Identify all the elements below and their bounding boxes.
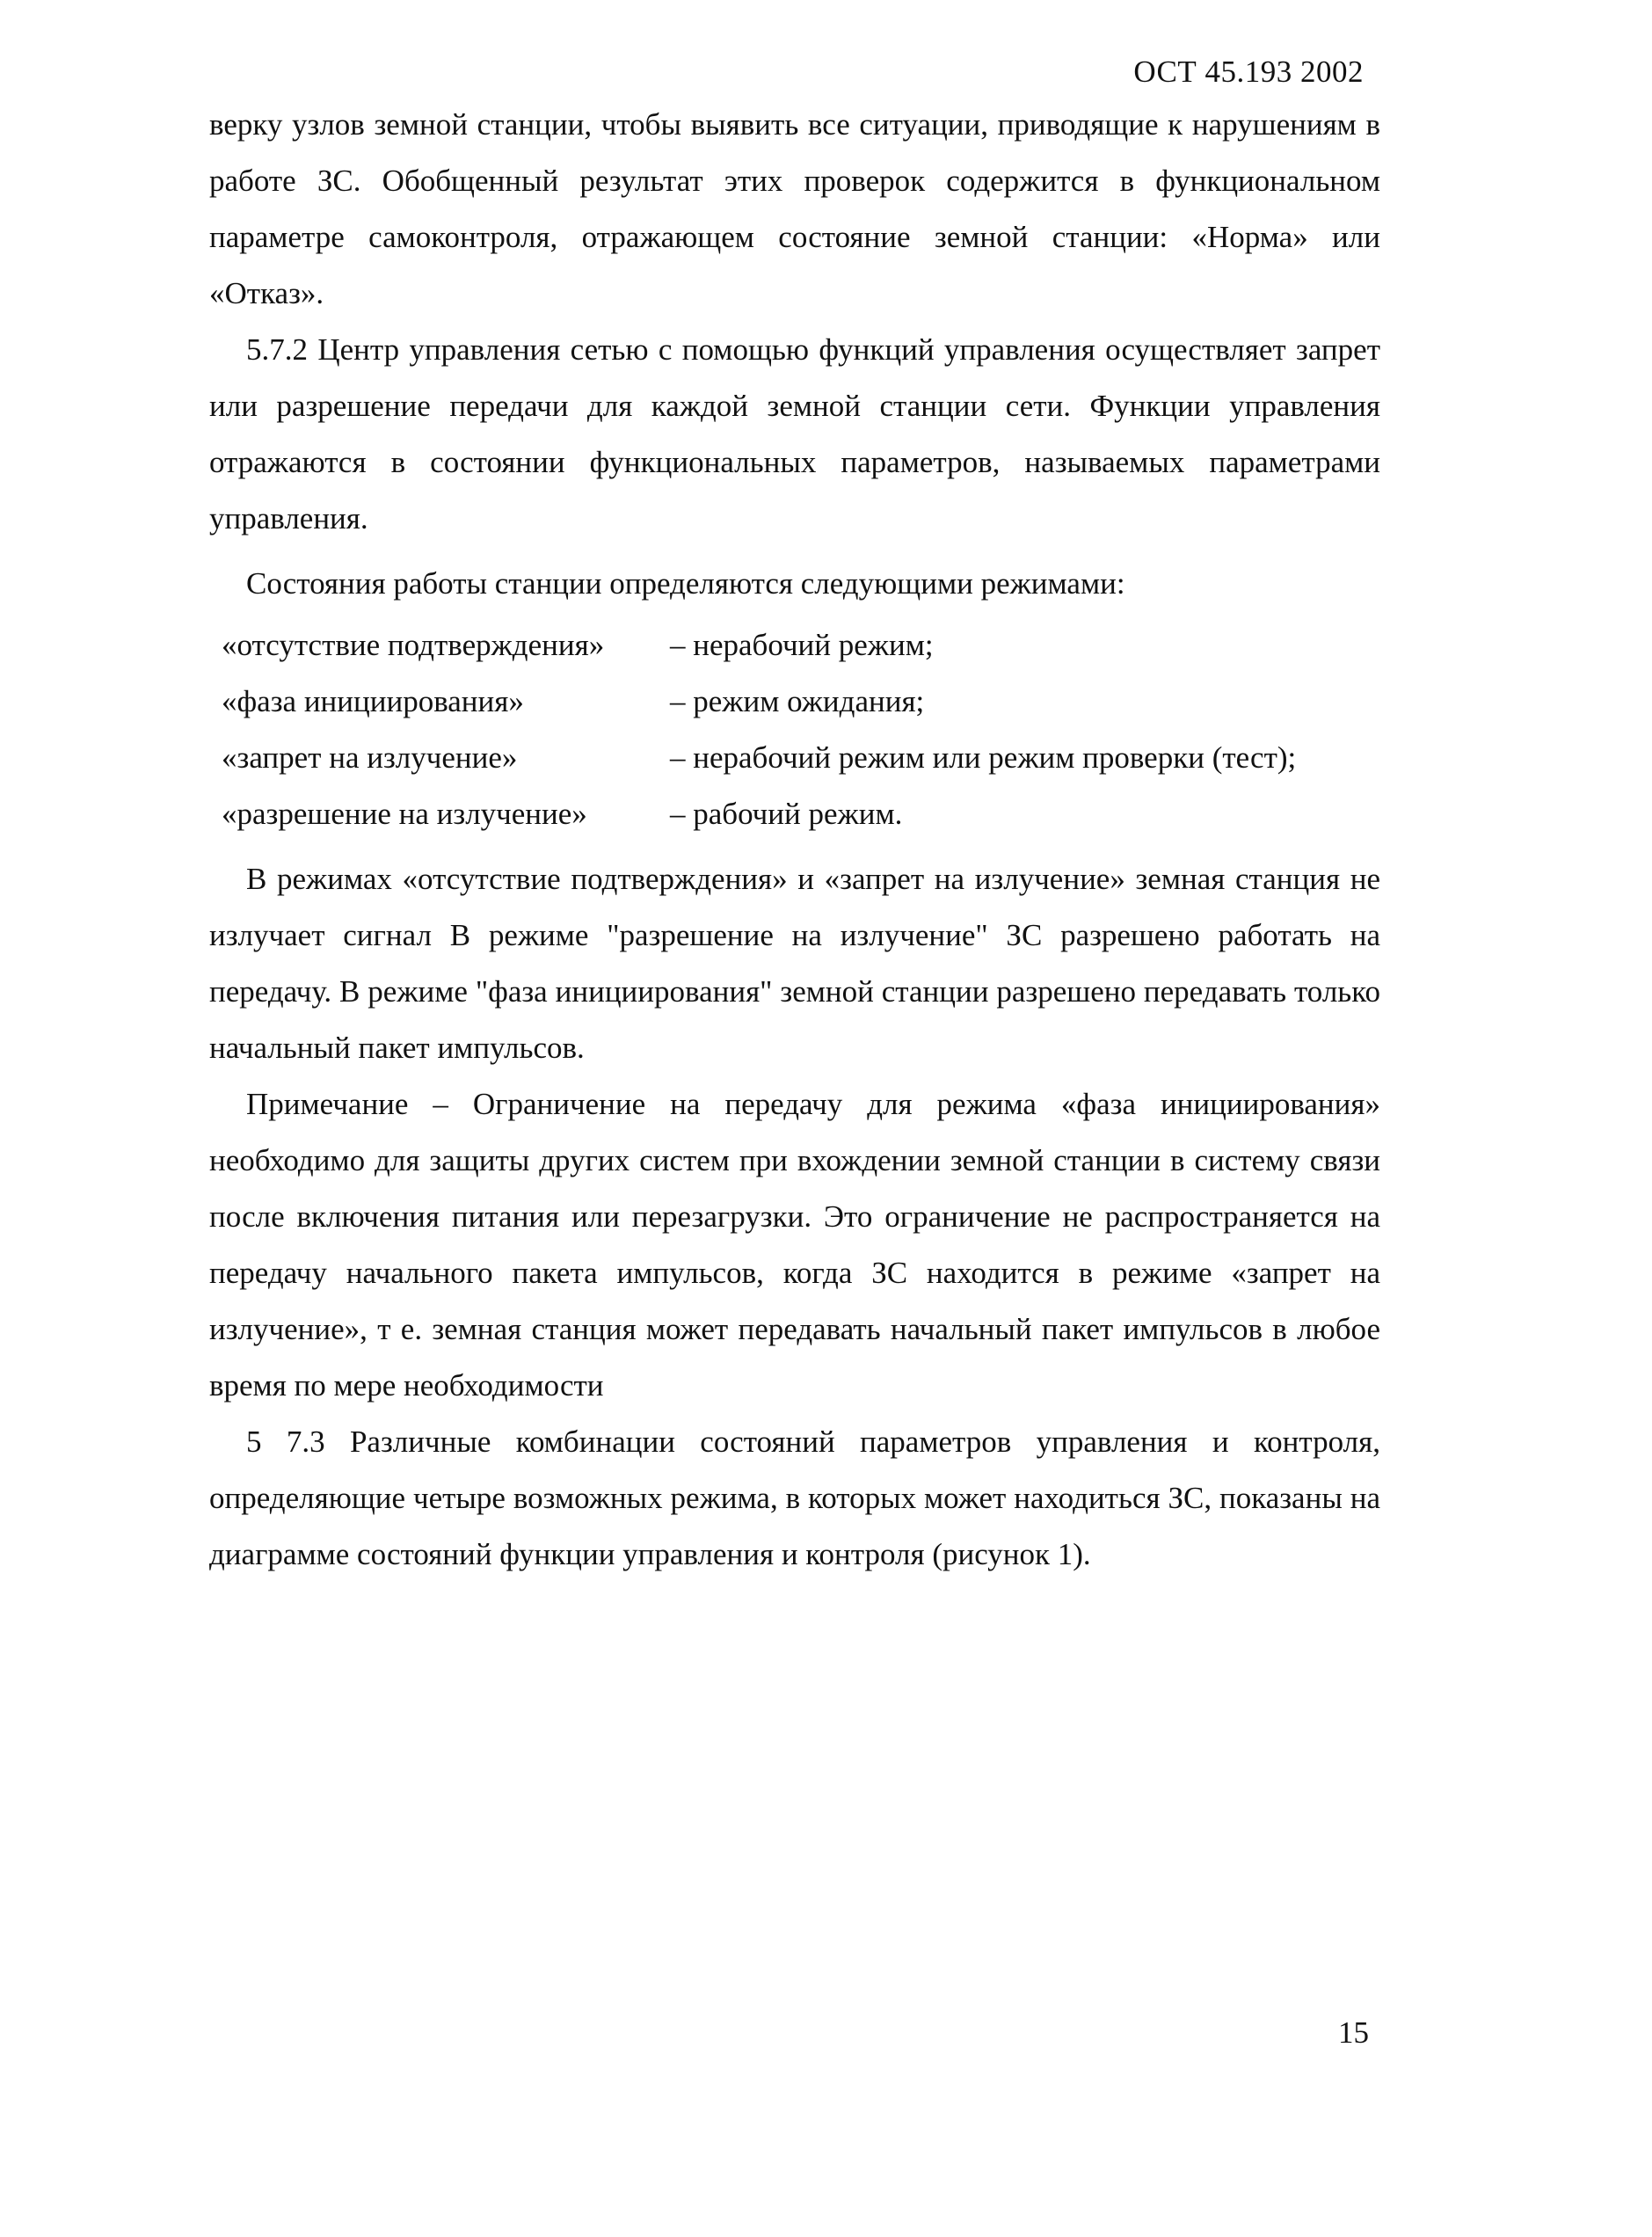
page-body <box>209 97 1380 1583</box>
mode-name: «отсутствие подтверждения» <box>222 628 605 662</box>
mode-name: «запрет на излучение» <box>222 740 518 775</box>
paragraph-modes-intro: Состояния работы станции определяются следующими режимами: <box>246 566 1125 601</box>
paragraph-5-7-3: 5 7.3 Различные комбинации состояний параметров управления и контроля, определяющие четыре возможных режима, в которых может находиться ЗС, показаны на диаграмме состояний функции управления и контроля (рисунок 1). <box>209 1425 1380 1571</box>
spacer <box>209 547 1380 556</box>
mode-row <box>222 674 1380 730</box>
mode-description: – режим ожидания; <box>670 684 925 718</box>
document-code: ОСТ 45.193 2002 <box>1133 55 1364 89</box>
mode-description: – нерабочий режим; <box>670 628 934 662</box>
modes-list <box>222 617 1380 842</box>
mode-description: – рабочий режим. <box>670 797 903 831</box>
mode-row <box>222 617 1380 674</box>
paragraph-note: Примечание – Ограничение на передачу для режима «фаза инициирования» необходимо для защиты других систем при вхождении земной станции в систему связи после включения питания или перезагрузки. Это ограничение не распространяется на передачу начального пакета импульсов, когда ЗС находится в режиме «запрет на излучение», т е. земная станция может передавать начальный пакет импульсов в любое время по мере необходимости <box>209 1087 1380 1403</box>
mode-row <box>222 730 1380 786</box>
mode-description: – нерабочий режим или режим проверки (тест); <box>670 740 1297 775</box>
mode-name: «фаза инициирования» <box>222 684 524 718</box>
mode-name: «разрешение на излучение» <box>222 797 587 831</box>
paragraph-modes-explanation: В режимах «отсутствие подтверждения» и «запрет на излучение» земная станция не излучает сигнал В режиме "разрешение на излучение" ЗС разрешено работать на передачу. В режиме "фаза инициирования" земной станции разрешено передавать только начальный пакет импульсов. <box>209 862 1380 1065</box>
paragraph-5-7-2: 5.7.2 Центр управления сетью с помощью функций управления осуществляет запрет или разрешение передачи для каждой земной станции сети. Функции управления отражаются в состоянии функциональных параметров, называемых параметрами управления. <box>209 332 1380 536</box>
paragraph-continuation: верку узлов земной станции, чтобы выявить все ситуации, приводящие к нарушениям в работе ЗС. Обобщенный результат этих проверок содержится в функциональном параметре самоконтроля, отражающем состояние земной станции: «Норма» или «Отказ». <box>209 107 1380 310</box>
page-number: 15 <box>1338 2015 1369 2050</box>
mode-row <box>222 786 1380 842</box>
